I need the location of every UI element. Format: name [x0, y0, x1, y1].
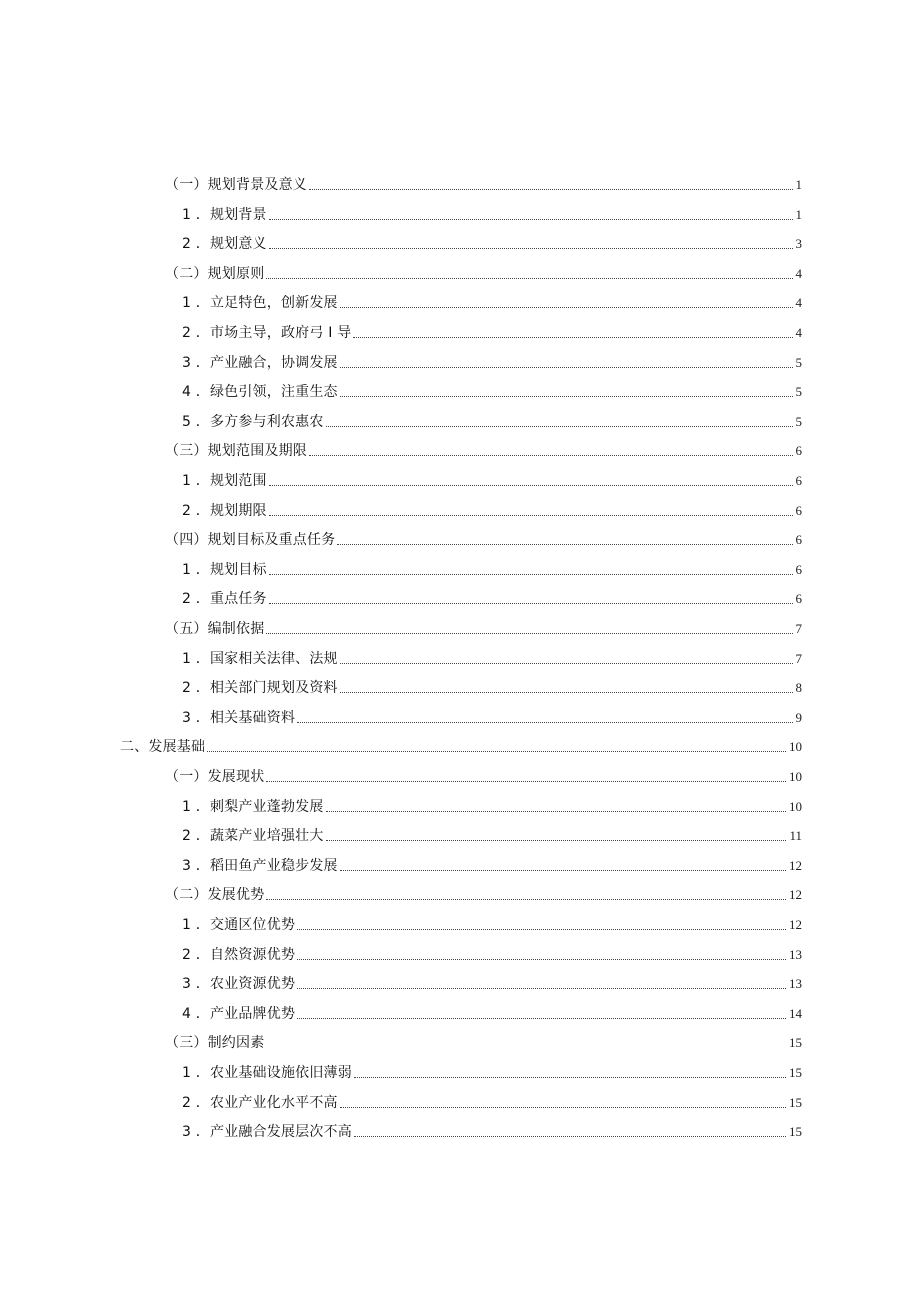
toc-entry-page-number: 11: [789, 828, 802, 843]
dot-leader: [297, 988, 786, 989]
toc-entry-page-number: 14: [789, 1006, 802, 1021]
toc-entry-page-number: 12: [789, 887, 802, 902]
toc-entry-page-number: 10: [789, 799, 802, 814]
dot-leader: [353, 337, 792, 338]
toc-entry-title: 3 ．产业融合发展层次不高: [182, 1124, 352, 1140]
toc-entry-page-number: 10: [789, 769, 802, 784]
toc-entry-page-number: 10: [789, 739, 802, 754]
dot-leader: [269, 485, 793, 486]
toc-entry-page-number: 15: [789, 1065, 802, 1080]
toc-entry-title: 4 ．产业品牌优势: [182, 1006, 296, 1022]
toc-entry-page-number: 15: [789, 1124, 802, 1139]
dot-leader: [340, 367, 793, 368]
toc-entry-title: 3 ．农业资源优势: [182, 976, 296, 992]
toc-entry[interactable]: [182, 200, 802, 224]
toc-entry-title: 2 ．重点任务: [182, 591, 267, 607]
toc-entry[interactable]: [182, 644, 802, 668]
toc-entry-title: 1 ．立足特色，创新发展: [182, 295, 338, 311]
toc-entry-title: （二）规划原则: [165, 266, 265, 282]
toc-entry-title: （二）发展优势: [165, 887, 265, 903]
dot-leader: [297, 722, 792, 723]
dot-leader: [326, 811, 786, 812]
toc-entry-page-number: 1: [795, 207, 802, 222]
toc-entry[interactable]: [182, 1088, 802, 1112]
toc-entry[interactable]: [182, 851, 802, 875]
toc-entry[interactable]: [182, 584, 802, 608]
toc-entry-page-number: 7: [795, 621, 802, 636]
toc-entry-page-number: 15: [789, 1035, 802, 1050]
dot-leader: [309, 455, 793, 456]
toc-entry[interactable]: [165, 880, 802, 904]
toc-entry-page-number: 4: [795, 295, 802, 310]
toc-entry[interactable]: [182, 555, 802, 579]
toc-entry[interactable]: [182, 318, 802, 342]
dot-leader: [269, 515, 793, 516]
dot-leader: [354, 1077, 786, 1078]
toc-entry[interactable]: [165, 170, 802, 194]
toc-entry-page-number: 5: [795, 355, 802, 370]
toc-entry-page-number: 12: [789, 917, 802, 932]
toc-entry-title: 3 ．稻田鱼产业稳步发展: [182, 858, 338, 874]
toc-entry[interactable]: [182, 288, 802, 312]
toc-entry-page-number: 6: [795, 503, 802, 518]
toc-entry[interactable]: [182, 821, 802, 845]
toc-entry-page-number: 6: [795, 532, 802, 547]
toc-entry-title: （五）编制依据: [165, 621, 265, 637]
toc-entry-page-number: 13: [789, 976, 802, 991]
toc-entry-title: 2 ．农业产业化水平不高: [182, 1095, 338, 1111]
toc-entry[interactable]: [165, 525, 802, 549]
toc-entry-page-number: 1: [795, 177, 802, 192]
dot-leader: [269, 219, 793, 220]
toc-entry[interactable]: [182, 703, 802, 727]
toc-entry-page-number: 9: [795, 710, 802, 725]
dot-leader: [354, 1136, 786, 1137]
dot-leader: [340, 692, 793, 693]
toc-entry-page-number: 13: [789, 947, 802, 962]
toc-entry-title: 3 ．相关基础资料: [182, 710, 296, 726]
toc-entry-page-number: 4: [795, 325, 802, 340]
dot-leader: [266, 633, 792, 634]
toc-entry[interactable]: [165, 1028, 802, 1052]
dot-leader: [207, 751, 786, 752]
dot-leader: [340, 307, 793, 308]
toc-entry-title: 2 ．市场主导，政府弓 I 导: [182, 325, 352, 341]
toc-entry[interactable]: [182, 466, 802, 490]
dot-leader: [340, 396, 793, 397]
toc-entry[interactable]: [182, 792, 802, 816]
toc-entry[interactable]: [182, 229, 802, 253]
dot-leader: [266, 781, 786, 782]
dot-leader: [269, 248, 793, 249]
toc-entry-title: （三）规划范围及期限: [165, 443, 307, 459]
toc-entry-page-number: 6: [795, 443, 802, 458]
dot-leader: [326, 840, 787, 841]
dot-leader: [297, 929, 786, 930]
toc-entry-page-number: 7: [795, 651, 802, 666]
toc-entry[interactable]: [182, 1117, 802, 1141]
toc-entry[interactable]: [165, 614, 802, 638]
dot-leader: [266, 899, 786, 900]
toc-entry[interactable]: [182, 496, 802, 520]
toc-entry-page-number: 3: [795, 236, 802, 251]
dot-leader: [269, 574, 793, 575]
toc-entry[interactable]: [182, 969, 802, 993]
toc-entry-title: 5 ．多方参与利农惠农: [182, 414, 324, 430]
toc-entry[interactable]: [120, 732, 802, 756]
toc-entry-title: 2 ．规划意义: [182, 236, 267, 252]
toc-entry[interactable]: [182, 407, 802, 431]
toc-entry[interactable]: [182, 940, 802, 964]
dot-leader: [337, 544, 792, 545]
toc-entry[interactable]: [165, 259, 802, 283]
dot-leader: [269, 603, 793, 604]
toc-entry-title: （一）规划背景及意义: [165, 177, 307, 193]
toc-entry[interactable]: [182, 348, 802, 372]
toc-entry-page-number: 4: [795, 266, 802, 281]
toc-entry-page-number: 5: [795, 414, 802, 429]
toc-entry-title: 1 ．交通区位优势: [182, 917, 296, 933]
toc-entry-title: 二、发展基础: [120, 739, 206, 755]
toc-entry-page-number: 6: [795, 473, 802, 488]
toc-entry-page-number: 8: [795, 680, 802, 695]
dot-leader: [340, 870, 786, 871]
toc-entry-title: （三）制约因素: [165, 1035, 265, 1051]
toc-entry-title: （一）发展现状: [165, 769, 265, 785]
toc-entry-title: 3 ．产业融合，协调发展: [182, 355, 338, 371]
toc-entry-title: 2 ．自然资源优势: [182, 947, 296, 963]
toc-entry-title: 2 ．相关部门规划及资料: [182, 680, 338, 696]
toc-entry-page-number: 6: [795, 591, 802, 606]
toc-entry[interactable]: [182, 1058, 802, 1082]
toc-entry-page-number: 15: [789, 1095, 802, 1110]
toc-entry-title: 1 ．规划背景: [182, 207, 267, 223]
dot-leader: [309, 189, 793, 190]
toc-entry[interactable]: [182, 673, 802, 697]
dot-leader: [326, 426, 793, 427]
dot-leader: [297, 1018, 786, 1019]
toc-entry-title: 2 ．蔬菜产业培强壮大: [182, 828, 324, 844]
dot-leader: [340, 1107, 786, 1108]
toc-entry-title: 1 ．规划范围: [182, 473, 267, 489]
dot-leader: [297, 959, 786, 960]
toc-entry[interactable]: [182, 910, 802, 934]
toc-entry-page-number: 6: [795, 562, 802, 577]
toc-entry-title: （四）规划目标及重点任务: [165, 532, 336, 548]
toc-entry-title: 1 ．刺梨产业蓬勃发展: [182, 799, 324, 815]
toc-entry[interactable]: [182, 999, 802, 1023]
toc-entry[interactable]: [165, 762, 802, 786]
toc-entry-title: 1 ．规划目标: [182, 562, 267, 578]
toc-entry-page-number: 5: [795, 384, 802, 399]
toc-entry-title: 1 ．农业基础设施依旧薄弱: [182, 1065, 352, 1081]
toc-entry-title: 2 ．规划期限: [182, 503, 267, 519]
toc-entry[interactable]: [165, 436, 802, 460]
dot-leader: [266, 278, 792, 279]
dot-leader: [340, 663, 793, 664]
toc-entry[interactable]: [182, 377, 802, 401]
toc-entry-page-number: 12: [789, 858, 802, 873]
toc-entry-title: 4 ．绿色引领，注重生态: [182, 384, 338, 400]
toc-entry-title: 1 ．国家相关法律、法规: [182, 651, 338, 667]
